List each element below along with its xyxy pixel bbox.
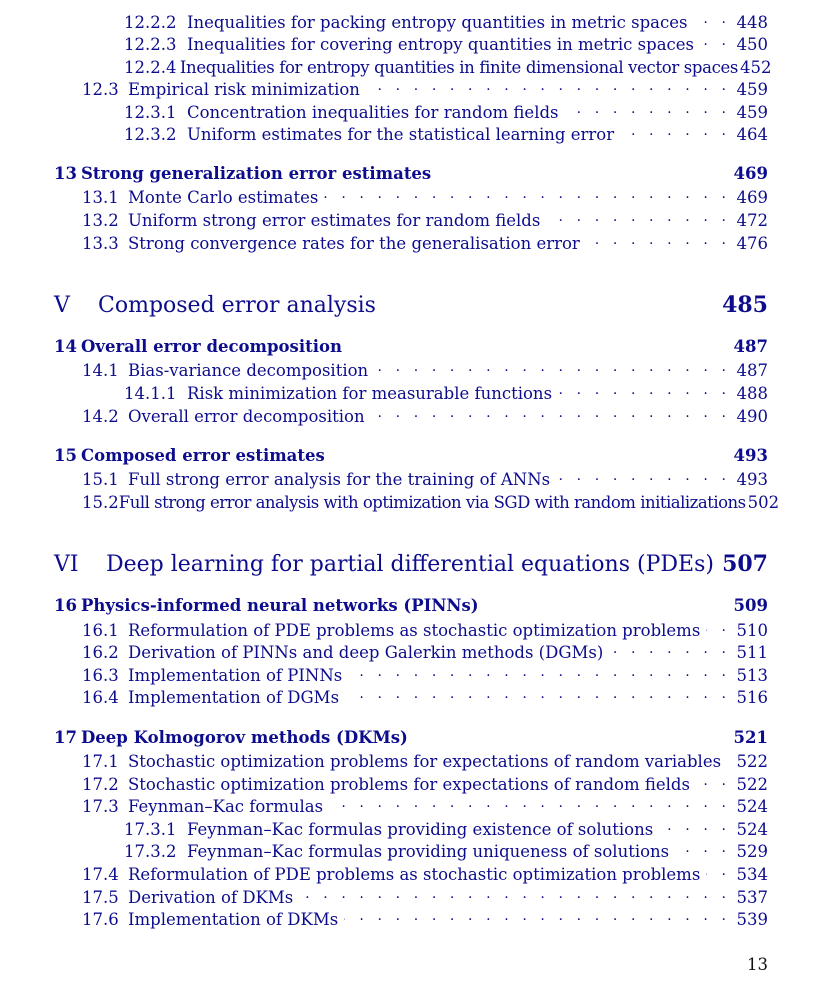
entry-title: Reformulation of PDE problems as stochastic optimization problems [128,864,701,884]
entry-page: 469 [736,187,768,207]
entry-title: Reformulation of PDE problems as stochastic optimization problems [128,620,701,640]
entry-page: 493 [736,469,768,489]
dot-leader [659,818,730,835]
toc-entry[interactable] [0,468,829,490]
dot-leader [700,33,730,50]
entry-page: 448 [736,12,768,32]
part-page: 485 [722,292,768,318]
toc-entry[interactable] [0,491,829,513]
entry-page: 459 [736,79,768,99]
entry-page: 524 [736,819,768,839]
entry-number: 12.2.3 [124,34,177,54]
entry-title: Inequalities for covering entropy quantities in metric spaces [187,34,695,54]
dot-leader [348,664,730,681]
chapter-number: 14 [54,337,77,356]
toc-entry[interactable] [0,123,829,145]
entry-page: 510 [736,620,768,640]
dot-leader [609,641,730,658]
entry-number: 17.1 [82,751,119,771]
entry-title: Feynman–Kac formulas [128,796,324,816]
entry-number: 17.4 [82,864,119,884]
toc-entry[interactable] [0,232,829,254]
entry-number: 14.1 [82,360,119,380]
entry-page: 524 [736,796,768,816]
entry-number: 16.1 [82,620,119,640]
entry-page: 472 [736,210,768,230]
dot-leader [324,186,730,203]
dot-leader [565,101,731,118]
part-title: Deep learning for partial differential equations (PDEs) [106,552,714,577]
entry-title: Inequalities for packing entropy quantities in metric spaces [187,12,688,32]
entry-number: 13.3 [82,233,119,253]
entry-title: Empirical risk minimization [128,79,360,99]
dot-leader [696,773,731,790]
entry-number: 17.5 [82,887,119,907]
entry-title: Overall error decomposition [128,406,365,426]
entry-number: 16.3 [82,665,119,685]
toc-entry[interactable] [0,750,829,772]
toc-entry[interactable] [0,818,829,840]
toc-entry[interactable] [0,382,829,404]
chapter-title: Deep Kolmogorov methods (DKMs) [81,728,408,747]
entry-number: 17.6 [82,909,119,929]
entry-number: 14.2 [82,406,119,426]
toc-chapter[interactable] [0,164,829,184]
toc-part[interactable] [0,551,829,578]
chapter-title: Overall error decomposition [81,337,342,356]
toc-entry[interactable] [0,186,829,208]
entry-number: 13.1 [82,187,119,207]
dot-leader [727,750,730,767]
toc-entry[interactable] [0,686,829,708]
entry-page: 459 [736,102,768,122]
entry-page: 539 [736,909,768,929]
entry-page: 513 [736,665,768,685]
toc-entry[interactable] [0,863,829,885]
entry-title: Uniform strong error estimates for random fields [128,210,541,230]
entry-number: 12.3.2 [124,124,177,144]
entry-number: 13.2 [82,210,119,230]
entry-page: 511 [736,642,768,662]
dot-leader [620,123,730,140]
chapter-page: 469 [733,164,768,183]
dot-leader [345,686,730,703]
chapter-page: 509 [733,596,768,615]
entry-title: Strong convergence rates for the generalisation error [128,233,580,253]
entry-page: 452 [740,57,772,77]
entry-page: 488 [736,383,768,403]
entry-title: Derivation of DKMs [128,887,294,907]
entry-title: Stochastic optimization problems for expectations of random variables [128,751,722,771]
entry-page: 537 [736,887,768,907]
page-number: 13 [747,955,768,974]
dot-leader [366,78,731,95]
entry-page: 487 [736,360,768,380]
toc-chapter[interactable] [0,337,829,357]
chapter-title: Composed error estimates [81,446,325,465]
entry-title: Risk minimization for measurable functions [187,383,553,403]
entry-title: Inequalities for entropy quantities in finite dimensional vector spaces [179,57,738,77]
entry-title: Feynman–Kac formulas providing existence of solutions [187,819,654,839]
entry-title: Full strong error analysis for the training of ANNs [128,469,551,489]
toc-entry[interactable] [0,101,829,123]
toc-entry[interactable] [0,11,829,33]
entry-page: 450 [736,34,768,54]
chapter-title: Physics-informed neural networks (PINNs) [81,596,479,615]
entry-number: 17.3.1 [124,819,177,839]
entry-number: 15.2 [82,492,119,512]
toc-entry[interactable] [0,405,829,427]
toc-entry[interactable] [0,641,829,663]
dot-leader [371,405,731,422]
entry-page: 490 [736,406,768,426]
entry-page: 476 [736,233,768,253]
dot-leader [374,359,730,376]
chapter-number: 16 [54,596,77,615]
dot-leader [546,209,730,226]
chapter-number: 13 [54,164,77,183]
entry-page: 516 [736,687,768,707]
toc-part[interactable] [0,292,829,319]
toc-entry[interactable] [0,33,829,55]
chapter-number: 17 [54,728,77,747]
part-page: 507 [722,551,768,577]
toc-entry[interactable] [0,886,829,908]
toc-entry[interactable] [0,209,829,231]
dot-leader [299,886,730,903]
entry-number: 12.2.2 [124,12,177,32]
dot-leader [344,908,730,925]
toc-chapter[interactable] [0,728,829,748]
entry-number: 17.3 [82,796,119,816]
entry-page: 464 [736,124,768,144]
entry-number: 12.3.1 [124,102,177,122]
entry-number: 17.3.2 [124,841,177,861]
entry-page: 522 [736,774,768,794]
dot-leader [558,382,730,399]
chapter-number: 15 [54,446,77,465]
chapter-title: Strong generalization error estimates [81,164,432,183]
dot-leader [586,232,731,249]
part-title: Composed error analysis [98,293,376,318]
chapter-page: 493 [733,446,768,465]
part-number: VI [54,552,79,577]
entry-number: 12.3 [82,79,119,99]
entry-number: 14.1.1 [124,383,177,403]
toc-chapter[interactable] [0,446,829,466]
part-number: V [54,293,70,318]
entry-title: Uniform estimates for the statistical learning error [187,124,615,144]
toc-entry[interactable] [0,840,829,862]
entry-title: Bias-variance decomposition [128,360,369,380]
entry-page: 534 [736,864,768,884]
entry-page: 502 [747,492,780,512]
entry-number: 16.2 [82,642,119,662]
chapter-page: 521 [733,728,768,747]
chapter-page: 487 [733,337,768,356]
dot-leader [675,840,730,857]
entry-title: Feynman–Kac formulas providing uniqueness of solutions [187,841,670,861]
toc-chapter[interactable] [0,596,829,616]
entry-title: Stochastic optimization problems for expectations of random fields [128,774,690,794]
toc-entry[interactable] [0,359,829,381]
entry-title: Implementation of DGMs [128,687,340,707]
toc-entry[interactable] [0,795,829,817]
entry-title: Monte Carlo estimates [128,187,319,207]
dot-leader [706,863,730,880]
dot-leader [329,795,730,812]
dot-leader [694,11,731,28]
toc-entry[interactable] [0,619,829,641]
entry-page: 522 [736,751,768,771]
toc-entry[interactable] [0,908,829,930]
entry-number: 16.4 [82,687,119,707]
entry-number: 17.2 [82,774,119,794]
entry-title: Derivation of PINNs and deep Galerkin methods (DGMs) [128,642,604,662]
entry-page: 529 [736,841,768,861]
dot-leader [556,468,730,485]
dot-leader [706,619,730,636]
toc-entry[interactable] [0,773,829,795]
entry-title: Implementation of DKMs [128,909,339,929]
entry-number: 15.1 [82,469,119,489]
entry-number: 12.2.4 [124,57,177,77]
entry-title: Implementation of PINNs [128,665,343,685]
toc-entry[interactable] [0,56,829,78]
entry-title: Concentration inequalities for random fields [187,102,559,122]
toc-entry[interactable] [0,78,829,100]
entry-title: Full strong error analysis with optimization via SGD with random initializations [118,492,746,512]
toc-entry[interactable] [0,664,829,686]
